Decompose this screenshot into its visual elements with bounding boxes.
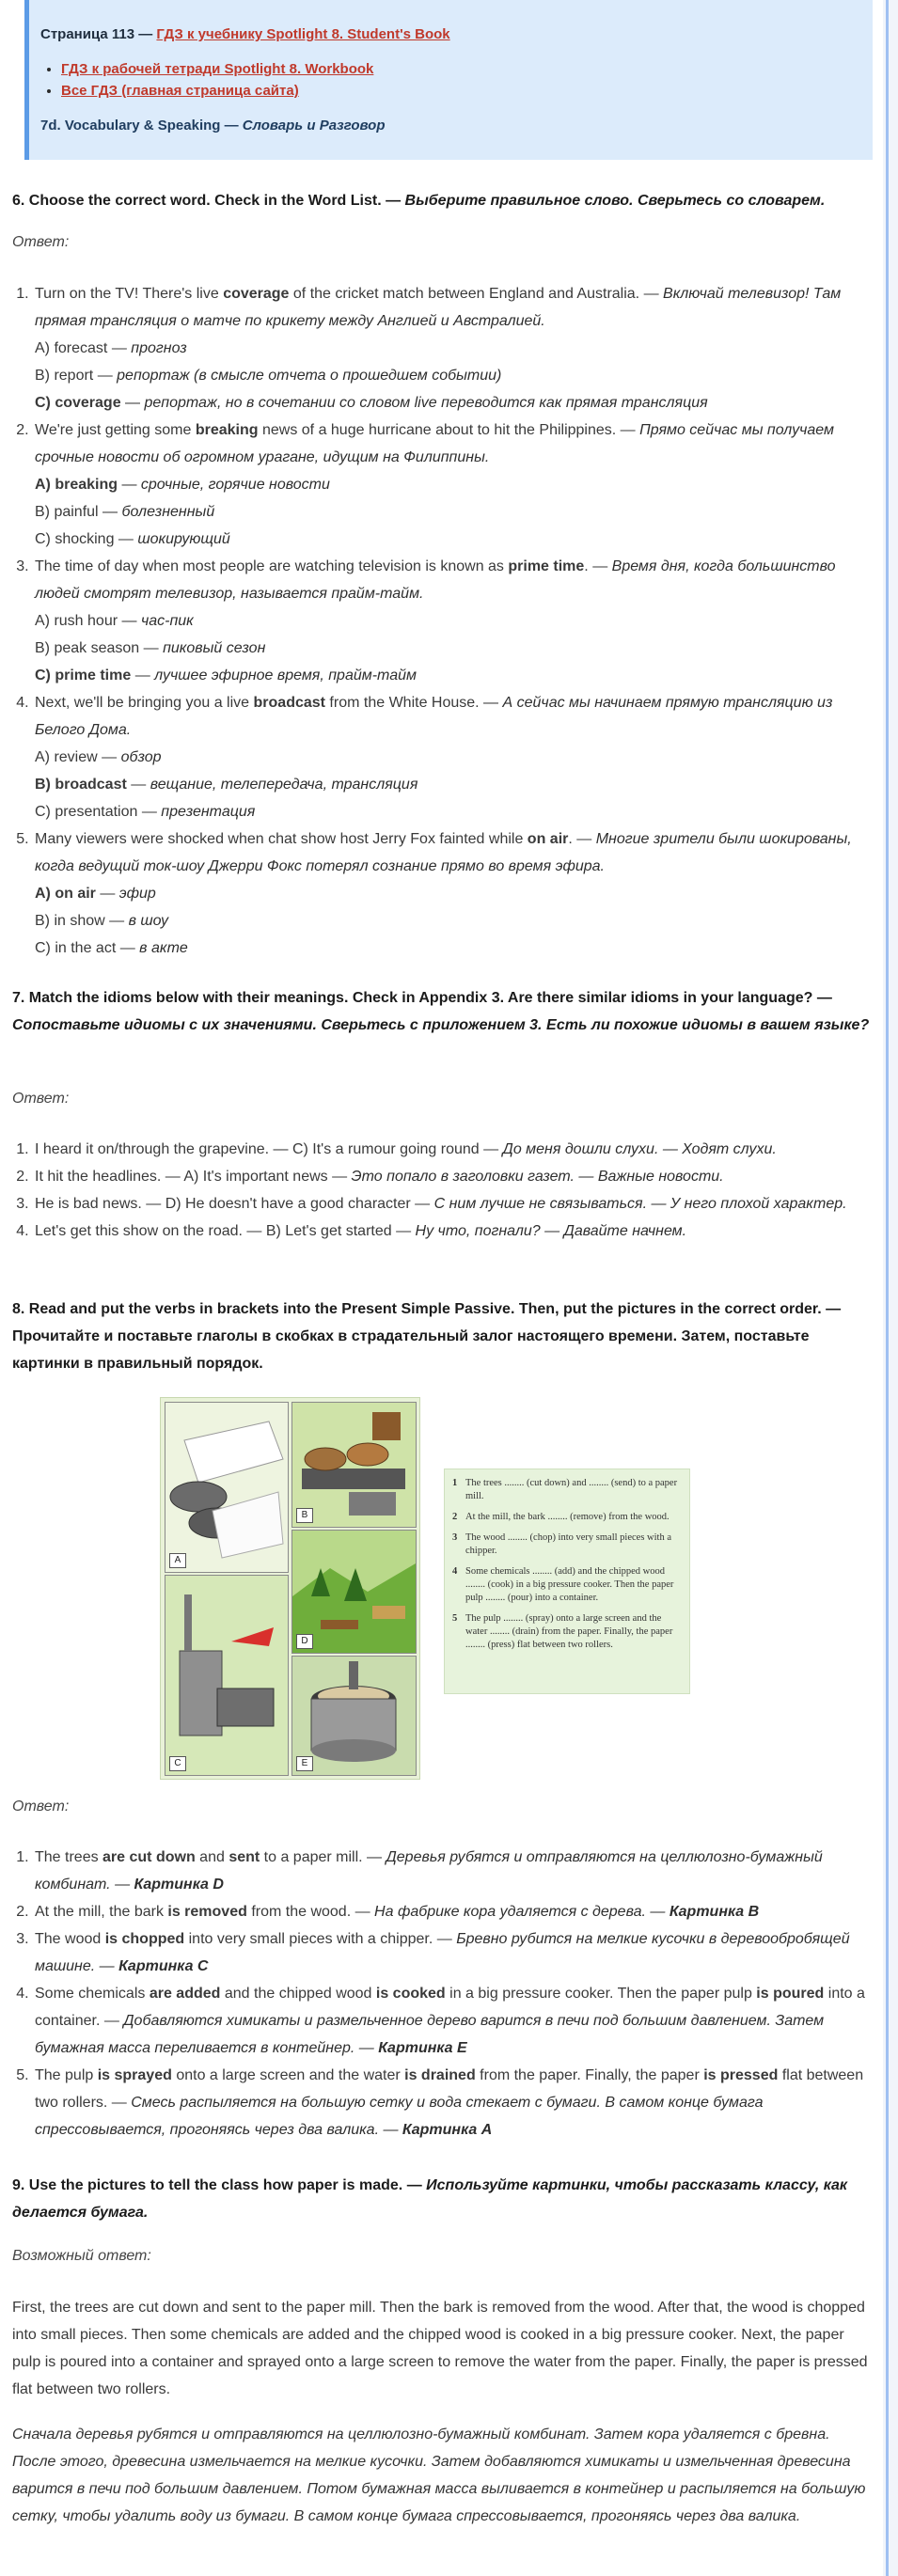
option-translation: вещание, телепередача, трансляция	[150, 777, 418, 793]
sentence-text: from the White House. —	[324, 695, 503, 711]
option-translation: пиковый сезон	[163, 640, 266, 656]
nav-list-item	[61, 83, 873, 99]
option-line	[35, 635, 873, 662]
exercise-8-title: 8. Read and put the verbs in brackets into the Present Simple Passive. Then, put the pictures in the correct order. — Прочитайте и поставьте глаголы в скобках в страдательный залог настоящего времени. Затем, поставьте картинки в правильный порядок.	[12, 1301, 842, 1372]
option-translation: в акте	[139, 940, 188, 956]
option-word: rush hour	[54, 613, 118, 629]
picture-c	[165, 1575, 289, 1776]
passive-verb: sent	[228, 1849, 260, 1865]
option-translation: презентация	[161, 804, 256, 820]
passive-verb: are added	[149, 1986, 221, 2002]
sentence-text: . —	[568, 831, 596, 847]
option-prefix: C)	[35, 940, 55, 956]
card-text: At the mill, the bark ........ (remove) from the wood.	[465, 1512, 670, 1522]
idiom-text: I heard it on/through the grapevine. — C) It's a rumour going round —	[35, 1141, 503, 1157]
sentence-text: . —	[584, 558, 612, 574]
card-text: The wood ........ (chop) into very small pieces with a chipper.	[465, 1532, 671, 1556]
exercise-8	[12, 1296, 873, 1377]
exercise-6-answer-label: Ответ:	[12, 234, 70, 250]
sentence-text: from the paper. Finally, the paper	[475, 2067, 704, 2083]
picture-answer: Картинка D	[134, 1877, 224, 1893]
option-prefix: B)	[35, 913, 55, 929]
option-word: forecast	[54, 340, 108, 356]
answer-word: on air	[527, 831, 569, 847]
passive-verb: are cut down	[102, 1849, 196, 1865]
sentence-text: into very small pieces with a chipper. —	[184, 1931, 457, 1947]
sentence-text: Some chemicals	[35, 1986, 150, 2002]
sentence-text: The time of day when most people are watching television is known as	[35, 558, 509, 574]
option-line	[35, 935, 873, 962]
list-item	[33, 1163, 873, 1190]
all-gdz-link[interactable]: Все ГДЗ (главная страница сайта)	[61, 83, 299, 99]
list-item	[33, 280, 873, 416]
option-dash: —	[120, 395, 145, 411]
correct-option	[35, 668, 131, 683]
nav-list	[40, 61, 873, 99]
option-line	[35, 880, 873, 907]
option-word: prime time	[55, 668, 132, 683]
card-text: The trees ........ (cut down) and ........ (send) to a paper mill.	[465, 1478, 678, 1501]
passive-verb: is cooked	[375, 1986, 446, 2002]
exercise-7-answers	[12, 1136, 873, 1245]
option-word: in the act	[55, 940, 117, 956]
card-row	[452, 1612, 682, 1652]
card-number: 4	[452, 1566, 458, 1577]
option-dash: —	[98, 504, 122, 520]
option-word: shocking	[55, 531, 115, 547]
exercise-7-answer-label: Ответ:	[12, 1091, 70, 1107]
list-item	[33, 1217, 873, 1245]
translation: Смесь распыляется на большую сетку и вода стекает с бумаги. В самом конце бумага спрессовывается, прогоняясь через два валика. —	[35, 2095, 764, 2138]
page-right-rule	[883, 0, 898, 2576]
section-title-ru: Словарь и Разговор	[242, 118, 386, 134]
exercise-7-list	[12, 1136, 873, 1245]
idiom-translation: Это попало в заголовки газет. — Важные новости.	[351, 1169, 724, 1185]
page-number: Страница 113 —	[40, 26, 157, 42]
option-dash: —	[139, 640, 164, 656]
option-prefix: A)	[35, 749, 55, 765]
option-dash: —	[97, 749, 121, 765]
sentence-text: onto a large screen and the water	[171, 2067, 405, 2083]
option-dash: —	[114, 531, 138, 547]
option-translation: обзор	[120, 749, 162, 765]
exercise-6-answers	[12, 280, 873, 962]
picture-d	[291, 1530, 417, 1654]
translation: Время дня, когда большинство людей смотрят телевизор, называется прайм-тайм.	[35, 558, 836, 602]
option-dash: —	[131, 668, 155, 683]
option-prefix: C)	[35, 531, 55, 547]
option-dash: —	[118, 613, 141, 629]
option-translation: репортаж, но в сочетании со словом live переводится как прямая трансляция	[144, 395, 708, 411]
exercise-6-title-ru: Выберите правильное слово. Сверьтесь со словарем.	[404, 193, 826, 209]
option-prefix: C)	[35, 668, 55, 683]
translation: Прямо сейчас мы получаем срочные новости об огромном урагане, идущим на Филиппины.	[35, 422, 834, 465]
sentence-text: Many viewers were shocked when chat show host Jerry Fox fainted while	[35, 831, 528, 847]
option-line	[35, 526, 873, 553]
sentence-text: At the mill, the bark	[35, 1904, 168, 1920]
picture-e-label: E	[296, 1756, 313, 1771]
exercise-7-title-en: 7. Match the idioms below with their meanings. Check in Appendix 3. Are there similar idioms in your language? —	[12, 990, 832, 1006]
navigation-box	[24, 0, 873, 160]
sentence-text: in a big pressure cooker. Then the paper pulp	[445, 1986, 757, 2002]
option-prefix: A)	[35, 886, 55, 902]
sentence-text: and the chipped wood	[220, 1986, 376, 2002]
card-number: 1	[452, 1478, 458, 1488]
option-word: peak season	[54, 640, 140, 656]
list-item	[33, 1980, 873, 2062]
sentence-text: The pulp	[35, 2067, 98, 2083]
translation: Добавляются химикаты и размельченное дерево варится в печи под большим давлением. Затем бумажная масса переливается в контейнер. —	[35, 2013, 825, 2056]
option-dash: —	[116, 940, 140, 956]
sentence-text: flat between two rollers. —	[35, 2067, 864, 2111]
option-word: presentation	[55, 804, 138, 820]
list-item	[33, 1898, 873, 1925]
exercise-9-title-en: 9. Use the pictures to tell the class how paper is made. —	[12, 2177, 427, 2193]
option-word: painful	[54, 504, 99, 520]
option-prefix: B)	[35, 504, 55, 520]
list-item	[33, 1925, 873, 1980]
option-line	[35, 471, 873, 498]
exercise-9-title-ru: Используйте картинки, чтобы рассказать классу, как делается бумага.	[12, 2177, 848, 2221]
idiom-text: It hit the headlines. — A) It's important news —	[35, 1169, 352, 1185]
rollers-illustration	[165, 1403, 288, 1572]
exercise-8-answer-label: Ответ:	[12, 1798, 70, 1814]
option-translation: лучшее эфирное время, прайм-тайм	[154, 668, 417, 683]
translation: На фабрике кора удаляется с дерева. —	[374, 1904, 670, 1920]
option-prefix: B)	[35, 640, 55, 656]
picture-d-label: D	[296, 1634, 313, 1649]
option-translation: час-пик	[140, 613, 194, 629]
translation: Многие зрители были шокированы, когда ведущий ток-шоу Джерри Фокс потерял сознание прямо во время эфира.	[35, 831, 852, 874]
answer-word: broadcast	[253, 695, 325, 711]
option-line	[35, 907, 873, 935]
correct-option	[35, 886, 96, 902]
option-dash: —	[126, 777, 150, 793]
sentence-text: We're just getting some	[35, 422, 196, 438]
option-dash: —	[107, 340, 132, 356]
correct-option	[35, 777, 127, 793]
correct-option	[35, 395, 121, 411]
sentence-text: and	[195, 1849, 229, 1865]
card-row	[452, 1477, 682, 1503]
picture-answer: Картинка C	[118, 1958, 209, 1974]
exercise-7-title	[12, 984, 873, 1039]
sentence-text: to a paper mill. —	[260, 1849, 386, 1865]
picture-b-label: B	[296, 1508, 313, 1523]
passive-verb: is poured	[756, 1986, 825, 2002]
sentence-text: The wood	[35, 1931, 105, 1947]
list-item	[33, 2062, 873, 2144]
exercise-9-answer-russian: Сначала деревья рубятся и отправляются на целлюлозно-бумажный комбинат. Затем кора удаляется с бревна. После этого, древесина измельчается на мелкие кусочки. Затем добавляются химикаты и измельченная древесина варится в печи под большим давлением. Потом бумажная масса выливается в контейнер и распыляется на большую сетку, чтобы удалить воду из бумаги. В самом конце бумага спрессовывается, прогоняясь через два валика.	[12, 2427, 866, 2524]
list-item	[33, 553, 873, 689]
option-translation: шокирующий	[137, 531, 230, 547]
card-number: 2	[452, 1512, 458, 1522]
workbook-link[interactable]: ГДЗ к рабочей тетради Spotlight 8. Workbook	[61, 61, 374, 77]
exercise-9-answer-english: First, the trees are cut down and sent to the paper mill. Then the bark is removed from the wood. After that, the wood is chopped into small pieces. Then some chemicals are added and the chipped wood is cooked in a big pressure cooker. Next, the paper pulp is poured into a container and sprayed onto a large screen to remove the water from the paper. Finally, the paper is pressed flat between two rollers.	[12, 2300, 868, 2397]
option-line	[35, 362, 873, 389]
exercise-6-title-en: 6. Choose the correct word. Check in the Word List. —	[12, 193, 405, 209]
option-translation: прогноз	[131, 340, 187, 356]
sentence-text: The trees	[35, 1849, 103, 1865]
sentence-text: of the cricket match between England and Australia. —	[289, 286, 664, 302]
picture-b	[291, 1402, 417, 1528]
option-prefix: A)	[35, 340, 55, 356]
translation: Включай телевизор! Там прямая трансляция о матче по крикету между Англией и Австралией.	[35, 286, 842, 329]
option-line	[35, 771, 873, 798]
student-book-link[interactable]: ГДЗ к учебнику Spotlight 8. Student's Book	[156, 26, 450, 42]
chipper-illustration	[165, 1576, 288, 1775]
option-line	[35, 389, 873, 416]
card-row	[452, 1531, 682, 1558]
option-line	[35, 335, 873, 362]
exercise-9-answer-label: Возможный ответ:	[12, 2248, 151, 2264]
sentence-text: into a container. —	[35, 1986, 865, 2029]
sentence-text: news of a huge hurricane about to hit the Philippines. —	[258, 422, 640, 438]
option-prefix: C)	[35, 804, 55, 820]
exercise-9	[12, 2172, 873, 2226]
option-prefix: A)	[35, 613, 55, 629]
idiom-translation: Ну что, погнали? — Давайте начнем.	[415, 1223, 687, 1239]
option-prefix: B)	[35, 368, 55, 384]
list-item	[33, 825, 873, 962]
option-word: in show	[54, 913, 105, 929]
option-prefix: B)	[35, 777, 55, 793]
card-number: 3	[452, 1532, 458, 1543]
option-prefix: C)	[35, 395, 55, 411]
option-translation: в шоу	[128, 913, 169, 929]
exercise-7-title-ru: Сопоставьте идиомы с их значениями. Сверьтесь с приложением 3. Есть ли похожие идиомы в вашем языке?	[12, 1017, 870, 1033]
section-title	[40, 118, 873, 134]
option-dash: —	[118, 477, 141, 493]
card-number: 5	[452, 1613, 458, 1624]
idiom-translation: До меня дошли слухи. — Ходят слухи.	[502, 1141, 777, 1157]
passive-verb: is pressed	[703, 2067, 779, 2083]
exercise-9-title	[12, 2172, 873, 2226]
picture-a	[165, 1402, 289, 1573]
option-word: review	[54, 749, 98, 765]
exercise-8-textbook-card	[444, 1469, 690, 1694]
option-dash: —	[137, 804, 162, 820]
nav-list-item	[61, 61, 873, 77]
option-word: broadcast	[55, 777, 127, 793]
exercise-6-list	[12, 280, 873, 962]
option-dash: —	[104, 913, 129, 929]
sentence-text: Next, we'll be bringing you a live	[35, 695, 254, 711]
list-item	[33, 416, 873, 553]
option-line	[35, 744, 873, 771]
picture-answer: Картинка E	[378, 2040, 467, 2056]
translation: Бревно рубится на мелкие кусочки в деревообробящей машине. —	[35, 1931, 850, 1974]
option-line	[35, 662, 873, 689]
picture-answer: Картинка B	[669, 1904, 760, 1920]
sentence-text: Turn on the TV! There's live	[35, 286, 224, 302]
picture-c-label: C	[169, 1756, 186, 1771]
option-line	[35, 607, 873, 635]
passive-verb: is removed	[167, 1904, 247, 1920]
translation: А сейчас мы начинаем прямую трансляцию из Белого Дома.	[35, 695, 833, 738]
list-item	[33, 1844, 873, 1898]
translation: Деревья рубятся и отправляются на целлюлозно-бумажный комбинат. —	[35, 1849, 823, 1893]
exercise-8-list	[12, 1844, 873, 2144]
option-translation: репортаж (в смысле отчета о прошедшем событии)	[117, 368, 502, 384]
card-text: Some chemicals ........ (add) and the chipped wood ........ (cook) in a big pressure cooker. Then the paper pulp ........ (pour) into a container.	[465, 1566, 674, 1603]
option-line	[35, 498, 873, 526]
option-word: on air	[55, 886, 96, 902]
exercise-6	[12, 187, 873, 214]
idiom-translation: С ним лучше не связываться. — У него плохой характер.	[433, 1196, 847, 1212]
answer-word: breaking	[195, 422, 259, 438]
correct-option	[35, 477, 118, 493]
idiom-text: Let's get this show on the road. — B) Let's get started —	[35, 1223, 416, 1239]
option-translation: болезненный	[121, 504, 215, 520]
exercise-6-title	[12, 187, 873, 214]
option-dash: —	[95, 886, 119, 902]
picture-a-label: A	[169, 1553, 186, 1568]
option-line	[35, 798, 873, 825]
idiom-text: He is bad news. — D) He doesn't have a good character —	[35, 1196, 434, 1212]
exercise-7	[12, 984, 873, 1039]
answer-word: coverage	[223, 286, 290, 302]
option-translation: срочные, горячие новости	[140, 477, 330, 493]
exercise-8-answers	[12, 1844, 873, 2144]
passive-verb: is chopped	[104, 1931, 185, 1947]
option-word: report	[54, 368, 94, 384]
option-word: breaking	[55, 477, 118, 493]
option-dash: —	[93, 368, 118, 384]
list-item	[33, 1190, 873, 1217]
list-item	[33, 689, 873, 825]
passive-verb: is sprayed	[97, 2067, 172, 2083]
picture-answer: Картинка A	[402, 2122, 493, 2138]
option-prefix: A)	[35, 477, 55, 493]
card-row	[452, 1511, 682, 1524]
paper-making-illustration	[160, 1397, 696, 1778]
pictures-column	[160, 1397, 420, 1780]
option-translation: эфир	[118, 886, 156, 902]
option-word: coverage	[55, 395, 121, 411]
page-line	[40, 26, 873, 42]
card-row	[452, 1565, 682, 1605]
passive-verb: is drained	[404, 2067, 476, 2083]
picture-e	[291, 1656, 417, 1776]
sentence-text: from the wood. —	[246, 1904, 375, 1920]
answer-word: prime time	[508, 558, 585, 574]
list-item	[33, 1136, 873, 1163]
card-text: The pulp ........ (spray) onto a large screen and the water ........ (drain) from the paper. Finally, the paper ........ (press) flat between two rollers.	[465, 1613, 673, 1650]
section-title-en: 7d. Vocabulary & Speaking —	[40, 118, 243, 134]
